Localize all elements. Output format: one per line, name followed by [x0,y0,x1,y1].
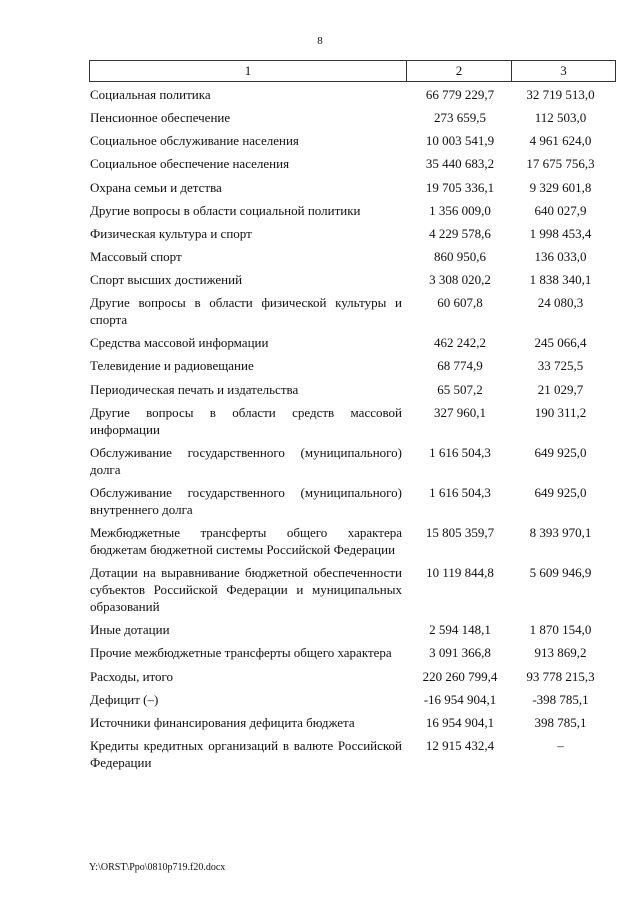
row-value-col2: 60 607,8 [437,295,483,311]
table-row [89,712,612,735]
row-label: Кредиты кредитных организаций в валюте Российской Федерации [90,737,402,770]
row-value-col3: 136 033,0 [534,248,587,264]
row-label: Расходы, итого [90,668,174,684]
row-label: Средства массовой информации [90,335,269,351]
row-value-col3: 398 785,1 [534,714,587,730]
table-row [89,482,612,522]
row-value-col2: 1 616 504,3 [429,444,491,460]
row-value-col3: 32 719 513,0 [526,87,595,102]
table-row [89,689,612,712]
row-value-col2: 19 705 336,1 [425,179,495,195]
row-value-col2: 65 507,2 [437,381,483,397]
row-label: Охрана семьи и детства [90,179,222,195]
table-row [89,355,612,378]
row-value-col3: 33 725,5 [537,358,584,374]
row-value-col2: 66 779 229,7 [425,87,495,102]
table-row [89,292,612,332]
row-value-col3: 649 925,0 [534,484,587,500]
row-value-col3: 93 778 215,3 [526,668,595,684]
row-label: Пенсионное обеспечение [90,110,231,126]
row-label: Массовый спорт [90,248,182,264]
row-label: Социальное обслуживание населения [90,133,299,149]
row-value-col3: 9 329 601,8 [529,179,592,195]
row-value-col3: – [557,737,564,753]
row-value-col2: 12 915 432,4 [425,737,495,753]
row-value-col2: 4 229 578,6 [429,225,491,241]
table-row [89,402,612,442]
header-cell-1: 1 [90,61,407,82]
row-label: Источники финансирования дефицита бюджета [90,714,355,730]
row-label: Социальное обеспечение населения [90,156,290,172]
table-row [89,642,612,665]
row-value-col2: 1 616 504,3 [429,484,491,500]
row-label: Другие вопросы в области физической культуры и спорта [90,295,402,328]
table-body [89,84,612,775]
row-value-col2: 16 954 904,1 [425,714,495,730]
row-value-col2: 10 003 541,9 [425,133,495,149]
row-value-col3: 1 838 340,1 [529,272,592,287]
row-label: Обслуживание государственного (муниципального) внутреннего долга [90,484,402,517]
table-row [89,379,612,402]
table-row [89,269,612,292]
row-value-col2: -16 954 904,1 [423,691,497,707]
row-label: Спорт высших достижений [90,272,243,287]
table-row [89,619,612,642]
row-value-col3: -398 785,1 [532,691,589,707]
row-value-col2: 35 440 683,2 [425,156,495,172]
row-value-col2: 860 950,6 [434,248,486,264]
row-value-col2: 10 119 844,8 [426,565,494,581]
header-row [90,61,616,82]
row-label: Обслуживание государственного (муниципального) долга [90,444,402,477]
table-header [89,60,616,82]
row-value-col3: 190 311,2 [534,404,587,420]
row-value-col3: 17 675 756,3 [526,156,595,172]
table-row [89,442,612,482]
row-value-col2: 15 805 359,7 [425,525,495,540]
table-row [89,130,612,153]
table-row [89,223,612,246]
row-value-col3: 649 925,0 [534,444,587,460]
row-value-col3: 1 870 154,0 [529,622,592,638]
row-value-col2: 68 774,9 [437,358,483,374]
table-row [89,332,612,355]
row-label: Другие вопросы в области социальной политики [90,202,361,218]
row-value-col2: 3 091 366,8 [429,645,491,661]
header-cell-2: 2 [407,61,512,82]
row-label: Телевидение и радиовещание [90,358,254,374]
header-cell-3: 3 [512,61,616,82]
page-number: 8 [317,35,323,47]
row-value-col3: 640 027,9 [534,202,587,218]
row-label: Межбюджетные трансферты общего характера бюджетам бюджетной системы Российской Федерации [90,525,402,557]
row-value-col2: 3 308 020,2 [429,272,491,287]
table-row [89,735,612,775]
table-row [89,153,612,176]
row-value-col2: 2 594 148,1 [429,622,491,638]
row-label: Прочие межбюджетные трансферты общего характера [90,645,392,661]
table-row [89,200,612,223]
row-value-col3: 4 961 624,0 [529,133,592,149]
table-row [89,522,612,562]
file-path-footer: Y:\ORST\Ppo\0810p719.f20.docx [89,862,226,873]
row-value-col3: 1 998 453,4 [529,225,592,241]
row-label: Иные дотации [90,622,170,638]
table-row [89,84,612,107]
row-value-col3: 8 393 970,1 [529,525,592,540]
table-row [89,177,612,200]
row-value-col2: 1 356 009,0 [429,202,491,218]
row-value-col2: 462 242,2 [434,335,486,351]
row-value-col3: 24 080,3 [537,295,584,311]
row-label: Другие вопросы в области средств массовой информации [90,404,402,437]
row-value-col3: 245 066,4 [534,335,587,351]
row-value-col3: 913 869,2 [534,645,587,661]
row-value-col3: 21 029,7 [537,381,584,397]
table-row [89,246,612,269]
row-label: Периодическая печать и издательства [90,381,299,397]
row-label: Дефицит (–) [90,691,159,707]
row-label: Физическая культура и спорт [90,225,252,241]
row-value-col3: 112 503,0 [534,110,587,126]
row-label: Социальная политика [90,87,211,102]
row-value-col2: 327 960,1 [434,404,486,420]
table-row [89,666,612,689]
table-row [89,562,612,619]
row-value-col3: 5 609 946,9 [529,565,592,581]
table-row [89,107,612,130]
row-label: Дотации на выравнивание бюджетной обеспеченности субъектов Российской Федерации и муниципальных образований [90,565,402,615]
row-value-col2: 273 659,5 [434,110,486,126]
row-value-col2: 220 260 799,4 [422,668,498,684]
